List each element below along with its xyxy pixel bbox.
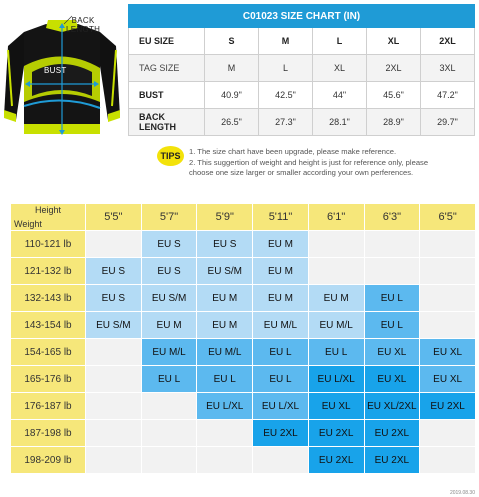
corner-cell (11, 204, 85, 230)
empty-cell (142, 447, 197, 473)
size-recommendation-cell: EU M (253, 231, 308, 257)
table-cell: 45.6" (367, 82, 421, 109)
weight-height-table (10, 203, 476, 474)
size-recommendation-cell: EU L/XL (253, 393, 308, 419)
size-recommendation-cell: EU M (253, 285, 308, 311)
empty-cell (142, 420, 197, 446)
weight-label: 165-176 lb (11, 366, 85, 392)
size-header: M (259, 28, 313, 55)
table-cell: 27.3" (259, 109, 313, 136)
weight-label: 132-143 lb (11, 285, 85, 311)
size-recommendation-cell: EU M/L (142, 339, 197, 365)
empty-cell (197, 420, 252, 446)
height-header: 5'5" (86, 204, 141, 230)
empty-cell (420, 285, 475, 311)
date-stamp: 2019.08.30 (449, 490, 475, 496)
weight-label: 110-121 lb (11, 231, 85, 257)
size-recommendation-cell: EU S (86, 285, 141, 311)
size-recommendation-cell: EU S/M (197, 258, 252, 284)
empty-cell (309, 231, 364, 257)
size-recommendation-cell: EU L (253, 366, 308, 392)
table-cell: 28.1" (313, 109, 367, 136)
size-recommendation-cell: EU L/XL (197, 393, 252, 419)
table-cell: 3XL (421, 55, 475, 82)
size-recommendation-cell: EU M (142, 312, 197, 338)
size-recommendation-cell: EU S/M (86, 312, 141, 338)
size-recommendation-cell: EU L (309, 339, 364, 365)
size-recommendation-cell: EU S/M (142, 285, 197, 311)
jacket-icon (2, 6, 122, 144)
size-recommendation-cell: EU L (365, 285, 420, 311)
size-chart-table (128, 4, 475, 136)
size-recommendation-cell: EU XL (309, 393, 364, 419)
height-header: 5'7" (142, 204, 197, 230)
bust-row (129, 82, 475, 109)
empty-cell (365, 231, 420, 257)
empty-cell (142, 393, 197, 419)
table-cell: 40.9" (205, 82, 259, 109)
table-cell: 26.5" (205, 109, 259, 136)
tip-line-3: choose one size larger or smaller according your own perferences. (189, 168, 414, 177)
size-recommendation-cell: EU 2XL (365, 447, 420, 473)
empty-cell (86, 231, 141, 257)
size-recommendation-cell: EU L (197, 366, 252, 392)
size-recommendation-cell: EU S (142, 258, 197, 284)
weight-label: 143-154 lb (11, 312, 85, 338)
table-row (11, 231, 475, 257)
empty-cell (420, 312, 475, 338)
size-recommendation-cell: EU M/L (309, 312, 364, 338)
empty-cell (420, 420, 475, 446)
table-row (11, 393, 475, 419)
table-cell: 47.2" (421, 82, 475, 109)
size-recommendation-cell: EU M (253, 258, 308, 284)
size-recommendation-cell: EU L/XL (309, 366, 364, 392)
size-recommendation-cell: EU 2XL (420, 393, 475, 419)
empty-cell (86, 393, 141, 419)
tip-line-1: 1. The size chart have been upgrade, please make reference. (189, 147, 397, 156)
empty-cell (365, 258, 420, 284)
tips-badge: TIPS (157, 146, 184, 166)
height-header-row (11, 204, 475, 230)
size-recommendation-cell: EU M (197, 312, 252, 338)
size-chart-header-row (129, 28, 475, 55)
table-row (11, 339, 475, 365)
table-cell: M (205, 55, 259, 82)
size-recommendation-cell: EU M (309, 285, 364, 311)
height-header: 6'3" (365, 204, 420, 230)
weight-label: 121-132 lb (11, 258, 85, 284)
weight-label: 176-187 lb (11, 393, 85, 419)
size-recommendation-cell: EU 2XL (253, 420, 308, 446)
height-header: 6'5" (420, 204, 475, 230)
height-header: 6'1" (309, 204, 364, 230)
weight-label: 154-165 lb (11, 339, 85, 365)
table-row (11, 420, 475, 446)
weight-label: 198-209 lb (11, 447, 85, 473)
size-recommendation-cell: EU M/L (253, 312, 308, 338)
size-recommendation-cell: EU S (197, 231, 252, 257)
table-cell: XL (313, 55, 367, 82)
bust-label: BUST (44, 66, 67, 75)
table-cell: L (259, 55, 313, 82)
weight-label: 187-198 lb (11, 420, 85, 446)
empty-cell (253, 447, 308, 473)
size-recommendation-cell: EU XL (365, 339, 420, 365)
size-recommendation-cell: EU XL/2XL (365, 393, 420, 419)
tag-size-row (129, 55, 475, 82)
table-cell: 28.9" (367, 109, 421, 136)
size-recommendation-cell: EU M (197, 285, 252, 311)
back-length-row (129, 109, 475, 136)
size-recommendation-cell: EU 2XL (365, 420, 420, 446)
empty-cell (420, 258, 475, 284)
table-cell: 2XL (367, 55, 421, 82)
row-label: BACK LENGTH (129, 109, 205, 136)
table-row (11, 312, 475, 338)
table-cell: 42.5" (259, 82, 313, 109)
table-cell: 29.7" (421, 109, 475, 136)
size-header: S (205, 28, 259, 55)
row-label: TAG SIZE (129, 55, 205, 82)
size-recommendation-cell: EU L (365, 312, 420, 338)
empty-cell (197, 447, 252, 473)
size-recommendation-cell: EU XL (365, 366, 420, 392)
size-chart-title: C01023 SIZE CHART (IN) (129, 5, 475, 28)
table-row (11, 447, 475, 473)
back-length-label: BACK LENGTH (66, 16, 101, 34)
size-recommendation-cell: EU XL (420, 366, 475, 392)
empty-cell (309, 258, 364, 284)
size-recommendation-cell: EU 2XL (309, 447, 364, 473)
size-recommendation-cell: EU 2XL (309, 420, 364, 446)
table-row (11, 258, 475, 284)
empty-cell (86, 420, 141, 446)
size-header: L (313, 28, 367, 55)
size-recommendation-cell: EU XL (420, 339, 475, 365)
tip-line-2: 2. This suggertion of weight and height is just for reference only, please (189, 158, 429, 167)
size-header: XL (367, 28, 421, 55)
empty-cell (420, 447, 475, 473)
size-recommendation-cell: EU S (142, 231, 197, 257)
empty-cell (86, 339, 141, 365)
size-recommendation-cell: EU L (253, 339, 308, 365)
empty-cell (86, 447, 141, 473)
weight-axis-label: Weight (14, 219, 42, 229)
jacket-illustration (2, 6, 122, 144)
size-recommendation-cell: EU L (142, 366, 197, 392)
height-header: 5'11" (253, 204, 308, 230)
eu-size-header: EU SIZE (129, 28, 205, 55)
size-header: 2XL (421, 28, 475, 55)
empty-cell (86, 366, 141, 392)
height-axis-label: Height (34, 205, 61, 215)
empty-cell (420, 231, 475, 257)
size-recommendation-cell: EU S (86, 258, 141, 284)
table-cell: 44" (313, 82, 367, 109)
height-header: 5'9" (197, 204, 252, 230)
table-row (11, 366, 475, 392)
row-label: BUST (129, 82, 205, 109)
table-row (11, 285, 475, 311)
size-recommendation-cell: EU M/L (197, 339, 252, 365)
